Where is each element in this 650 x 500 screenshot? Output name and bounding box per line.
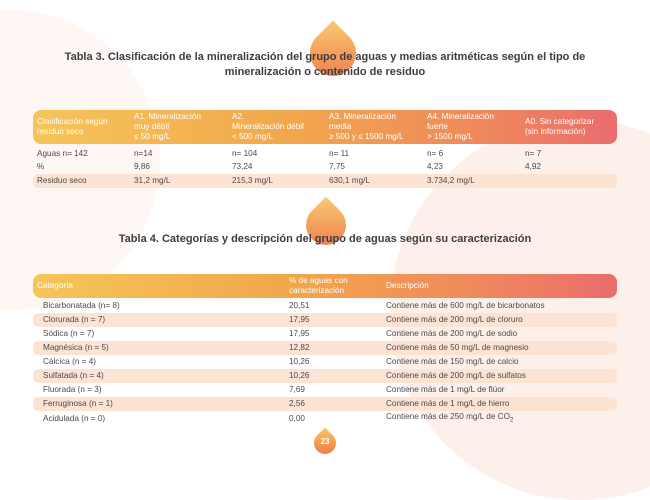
table-cell: Aguas n= 142: [37, 148, 88, 158]
table-cell: 17,95: [285, 313, 382, 327]
table-cell: %: [37, 162, 45, 172]
table-cell: Contiene más de 250 mg/L de $CO_2$: [386, 412, 514, 424]
table3: [33, 110, 617, 188]
table3-header-cell: A0. Sin categorizar (sin información): [525, 117, 595, 136]
table-cell: 3.734,2 mg/L: [423, 174, 521, 188]
table-cell: 630,1 mg/L: [325, 174, 423, 188]
table-cell: Contiene más de 200 mg/L de sulfatos: [382, 369, 617, 383]
table-cell: Contiene más de 1 mg/L de flúor: [386, 385, 505, 394]
table3-header-cell: Clasificación según residuo seco: [37, 117, 108, 136]
table-row: [33, 147, 617, 161]
table-cell: Contiene más de 1 mg/L de hierro: [382, 397, 617, 411]
table-cell: 31,2 mg/L: [130, 174, 228, 188]
table-row: [33, 327, 617, 341]
table-cell: 7,75: [329, 162, 345, 172]
table-cell: Contiene más de 50 mg/L de magnesio: [382, 341, 617, 355]
table4-header-row: [33, 274, 617, 298]
table-row: [33, 369, 617, 383]
table-cell: n= 11: [329, 148, 350, 158]
table-cell: n= 7: [525, 148, 542, 158]
table3-header-cell: A4. Mineralización fuerte > 1500 mg/L: [427, 112, 494, 141]
table-cell: 0,00: [289, 413, 305, 423]
table3-title: Tabla 3. Clasificación de la mineralización del grupo de aguas y medias aritméticas según el tipo de mineralización o contenido de residuo: [64, 51, 586, 78]
table-cell: 20,51: [289, 301, 310, 310]
table-cell: 215,3 mg/L: [228, 174, 325, 188]
table-cell: Residuo seco: [33, 174, 130, 188]
table3-header-cell: A3. Mineralización media ≥ 500 y ≤ 1500 mg/L: [329, 112, 404, 141]
table-cell: 12,82: [285, 341, 382, 355]
table-row: [33, 411, 617, 427]
table-cell: Magnésica (n = 5): [33, 341, 285, 355]
table-cell: 4,92: [525, 162, 541, 172]
table-row: [33, 355, 617, 369]
table4-header-cell: % de aguas con caracterización: [289, 276, 348, 295]
table3-header-row: [33, 110, 617, 144]
table-cell: Contiene más de 150 mg/L de calcio: [386, 357, 519, 366]
subscript-2: 2: [509, 417, 514, 424]
table-cell: 7,69: [289, 385, 305, 394]
table-cell: 10,26: [285, 369, 382, 383]
table-cell: Contiene más de 200 mg/L de cloruro: [382, 313, 617, 327]
table-cell: Cálcica (n = 4): [43, 357, 97, 366]
table-cell: Acidulada (n = 0): [43, 413, 106, 423]
table-row: [33, 341, 617, 355]
table-row: [33, 299, 617, 313]
table-row: [33, 174, 617, 188]
table-cell: 2,56: [285, 397, 382, 411]
table4-title: Tabla 4. Categorías y descripción del grupo de aguas según su caracterización: [118, 233, 532, 245]
table-cell: 4,23: [427, 162, 443, 172]
table-cell: [521, 174, 617, 188]
table-cell: n=14: [134, 148, 153, 158]
table-cell: 10,26: [289, 357, 310, 366]
table-cell: n= 6: [427, 148, 444, 158]
table-cell: Contiene más de 200 mg/L de sodio: [386, 329, 518, 338]
table3-header-cell: A1. Mineralización muy débil ≤ 50 mg/L: [134, 112, 201, 141]
table4-header-cell: Categoría: [37, 281, 73, 290]
table-cell: Fluorada (n = 3): [43, 385, 102, 394]
table4: [33, 274, 617, 427]
table-cell: 9,86: [134, 162, 150, 172]
table-cell: Clorurada (n = 7): [33, 313, 285, 327]
table-cell: Ferruginosa (n = 1): [33, 397, 285, 411]
table-row: [33, 313, 617, 327]
page-number: 23: [320, 437, 330, 446]
table-cell: Contiene más de 600 mg/L de bicarbonatos: [386, 301, 545, 310]
table-row: [33, 397, 617, 411]
table-cell: n= 104: [232, 148, 258, 158]
table-cell: Bicarbonatada (n= 8): [43, 301, 120, 310]
table-row: [33, 383, 617, 397]
table-cell: 73,24: [232, 162, 253, 172]
table-cell: 17,95: [289, 329, 310, 338]
table-cell: Sódica (n = 7): [43, 329, 95, 338]
table4-header-cell: Descripción: [386, 281, 429, 290]
table-row: [33, 161, 617, 175]
table3-header-cell: A2. Mineralización débil < 500 mg/L: [232, 112, 304, 141]
table-cell: Sulfatada (n = 4): [33, 369, 285, 383]
